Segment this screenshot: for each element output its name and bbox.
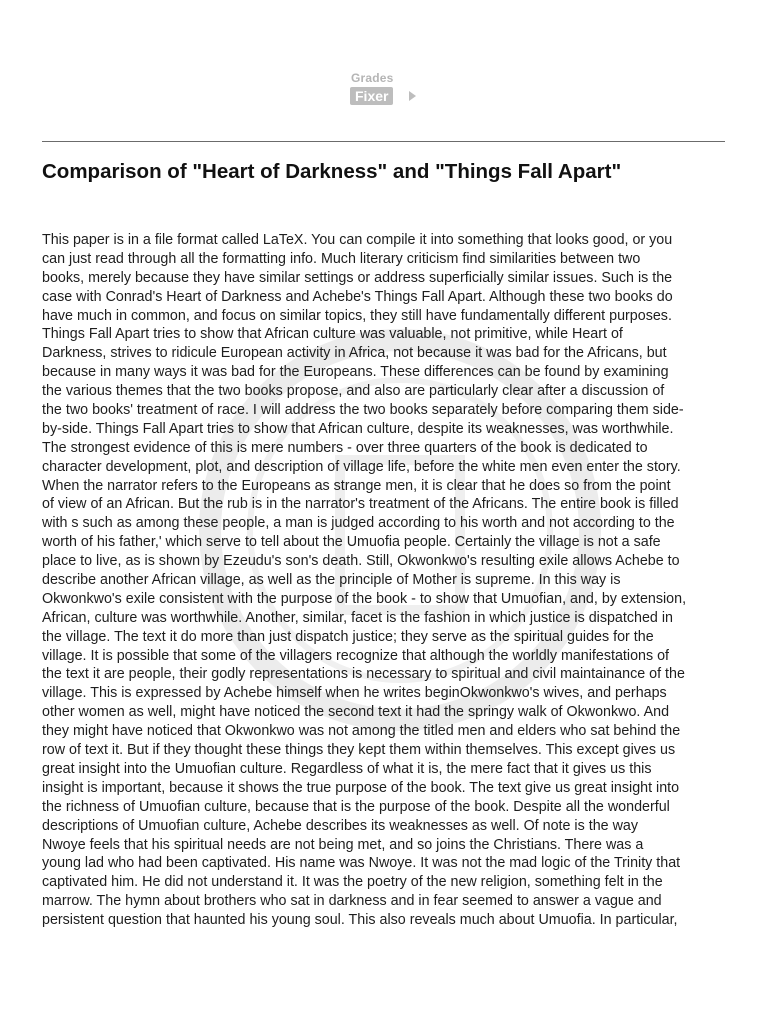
body-line: Things Fall Apart tries to show that African culture was valuable, not primitive, while Heart of: [42, 326, 623, 343]
body-line: place to live, as is shown by Ezeudu's son's death. Still, Okwonkwo's resulting exile allows Achebe to: [42, 553, 680, 570]
body-line: the text it are people, their godly representations is necessary to spiritual and civil maintainance of the: [42, 666, 685, 683]
body-line: of view of an African. But the rub is in the narrator's treatment of the Africans. The entire book is filled: [42, 496, 679, 513]
body-line: books, merely because they have similar settings or address superficially similar issues. Such is the: [42, 269, 673, 286]
body-line: describe another African village, as well as the principle of Mother is supreme. In this way is: [42, 572, 621, 589]
body-line: persistent question that haunted his young soul. This also reveals much about Umuofia. In particular,: [42, 912, 678, 929]
header-divider: [42, 141, 725, 142]
body-line: case with Conrad's Heart of Darkness and Achebe's Things Fall Apart. Although these two books do: [42, 288, 673, 305]
body-line: insight is important, because it shows the true purpose of the book. The text give us great insight into: [42, 779, 680, 796]
body-line: the village. The text it do more than just dispatch justice; they serve as the spiritual guides for the: [42, 628, 654, 645]
logo-top-text: Grades: [351, 71, 394, 85]
body-line: African, culture was worthwhile. Another, similar, facet is the fashion in which justice is dispatched in: [42, 609, 673, 626]
body-line: because in many ways it was bad for the Europeans. These differences can be found by examining: [42, 364, 669, 381]
body-line: village. It is possible that some of the villagers recognize that although the worldly manifestations of: [42, 647, 670, 664]
body-line: captivated him. He did not understand it. It was the poetry of the new religion, something felt in the: [42, 874, 663, 891]
body-line: great insight into the Umuofian culture. Regardless of what it is, the mere fact that it gives us this: [42, 760, 652, 777]
body-line: the two books' treatment of race. I will address the two books separately before comparing them side-: [42, 402, 684, 419]
body-line: the various themes that the two books propose, and also are particularly clear after a discussion of: [42, 383, 665, 400]
body-line: row of text it. But if they thought these things they kept them within themselves. This except gives us: [42, 742, 676, 759]
body-line: Okwonkwo's exile consistent with the purpose of the book - to show that Umuofian, and, by extension,: [42, 590, 687, 607]
document-title: Comparison of "Heart of Darkness" and "Things Fall Apart": [42, 160, 622, 183]
body-line: village. This is expressed by Achebe himself when he writes beginOkwonkwo's wives, and perhaps: [42, 685, 667, 702]
body-line: young lad who had been captivated. His name was Nwoye. It was not the mad logic of the Trinity that: [42, 855, 681, 872]
body-line: The strongest evidence of this is mere numbers - over three quarters of the book is dedicated to: [42, 439, 648, 456]
body-line: by-side. Things Fall Apart tries to show that African culture, despite its weaknesses, was worthwhile.: [42, 420, 674, 437]
document-body: [42, 231, 732, 930]
body-line: When the narrator refers to the Europeans as strange men, it is clear that he does so from the point: [42, 477, 671, 494]
body-line: This paper is in a file format called LaTeX. You can compile it into something that looks good, or you: [42, 232, 673, 248]
body-line: Darkness, strives to ridicule European activity in Africa, not because it was bad for the Africans, but: [42, 345, 667, 362]
body-line: descriptions of Umuofian culture, Achebe describes its weaknesses as well. Of note is the way: [42, 817, 638, 834]
logo-arrow-icon: [409, 91, 416, 101]
body-line: can just read through all the formatting info. Much literary criticism find similarities between two: [42, 250, 641, 267]
body-line: other women as well, might have noticed the second text it had the springy walk of Okwonkwo. And: [42, 704, 670, 721]
body-line: marrow. The hymn about brothers who sat in darkness and in fear seemed to answer a vague and: [42, 893, 662, 910]
body-line: have much in common, and focus on similar topics, they still have fundamentally different purposes.: [42, 307, 672, 324]
body-line: they might have noticed that Okwonkwo was not among the titled men and elders who sat behind the: [42, 723, 681, 740]
logo-box-text: Fixer: [350, 87, 393, 105]
body-line: Nwoye feels that his spiritual needs are not being met, and so joins the Christians. There was a: [42, 836, 644, 853]
body-line: the richness of Umuofian culture, because that is the purpose of the book. Despite all the wonderful: [42, 798, 670, 815]
body-line: worth of his father,' which serve to tell about the Umuofia people. Certainly the village is not a safe: [42, 534, 661, 551]
body-line: character development, plot, and description of village life, before the white men even enter the story.: [42, 458, 681, 475]
body-line: with s such as among these people, a man is judged according to his worth and not according to the: [42, 515, 675, 532]
gradesfixer-logo[interactable]: [349, 71, 421, 107]
